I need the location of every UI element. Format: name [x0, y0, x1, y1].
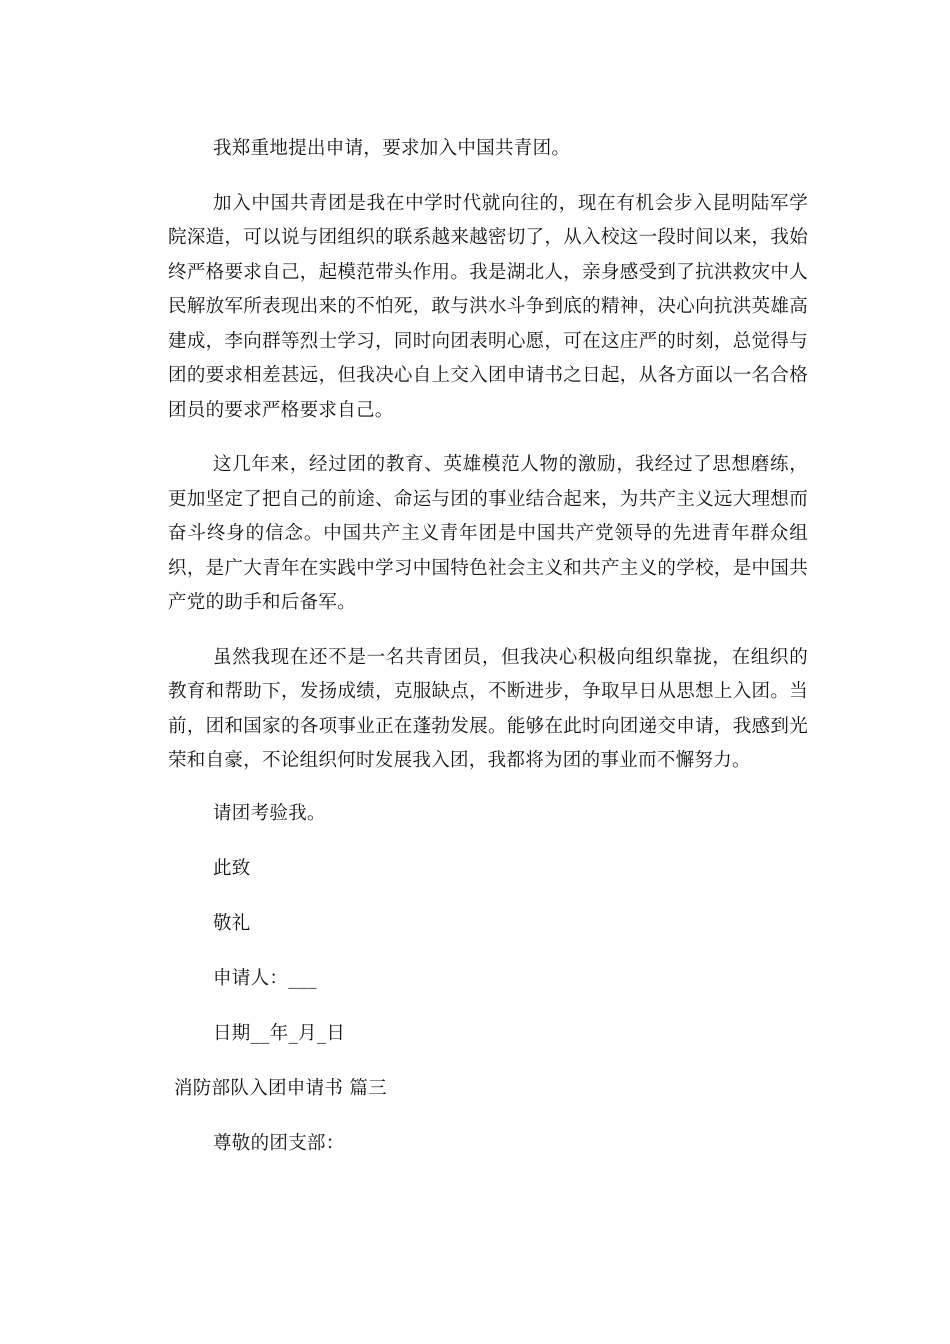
- date-line: 日期__年_月_日: [213, 1022, 346, 1044]
- closing-request: 请团考验我。: [213, 802, 326, 824]
- applicant-line: 申请人：___: [213, 967, 317, 989]
- document-body: [168, 132, 808, 1182]
- closing-greeting-1: 此致: [213, 857, 251, 879]
- section-heading: 消防部队入团申请书 篇三: [174, 1077, 387, 1099]
- paragraph-4: 虽然我现在还不是一名共青团员，但我决心积极向组织靠拢，在组织的教育和帮助下，发扬成绩，克服缺点，不断进步，争取早日从思想上入团。当前，团和国家的各项事业正在蓬勃发展。能够在此时向团递交申请，我感到光荣和自豪，不论组织何时发展我入团，我都将为团的事业而不懈努力。: [168, 646, 808, 771]
- salutation: 尊敬的团支部：: [213, 1132, 345, 1154]
- paragraph-2: 加入中国共青团是我在中学时代就向往的，现在有机会步入昆明陆军学院深造，可以说与团组织的联系越来越密切了，从入校这一段时间以来，我始终严格要求自己，起模范带头作用。我是湖北人，亲身感受到了抗洪救灾中人民解放军所表现出来的不怕死，敢与洪水斗争到底的精神，决心向抗洪英雄高建成，李向群等烈士学习，同时向团表明心愿，可在这庄严的时刻，总觉得与团的要求相差甚远，但我决心自上交入团申请书之日起，从各方面以一名合格团员的要求严格要求自己。: [168, 192, 808, 421]
- closing-greeting-2: 敬礼: [213, 912, 251, 934]
- paragraph-1: 我郑重地提出申请，要求加入中国共青团。: [213, 138, 571, 159]
- paragraph-3: 这几年来，经过团的教育、英雄模范人物的激励，我经过了思想磨练，更加坚定了把自己的前途、命运与团的事业结合起来，为共产主义远大理想而奋斗终身的信念。中国共产主义青年团是中国共产党领导的先进青年群众组织，是广大青年在实践中学习中国特色社会主义和共产主义的学校，是中国共产党的助手和后备军。: [168, 454, 808, 613]
